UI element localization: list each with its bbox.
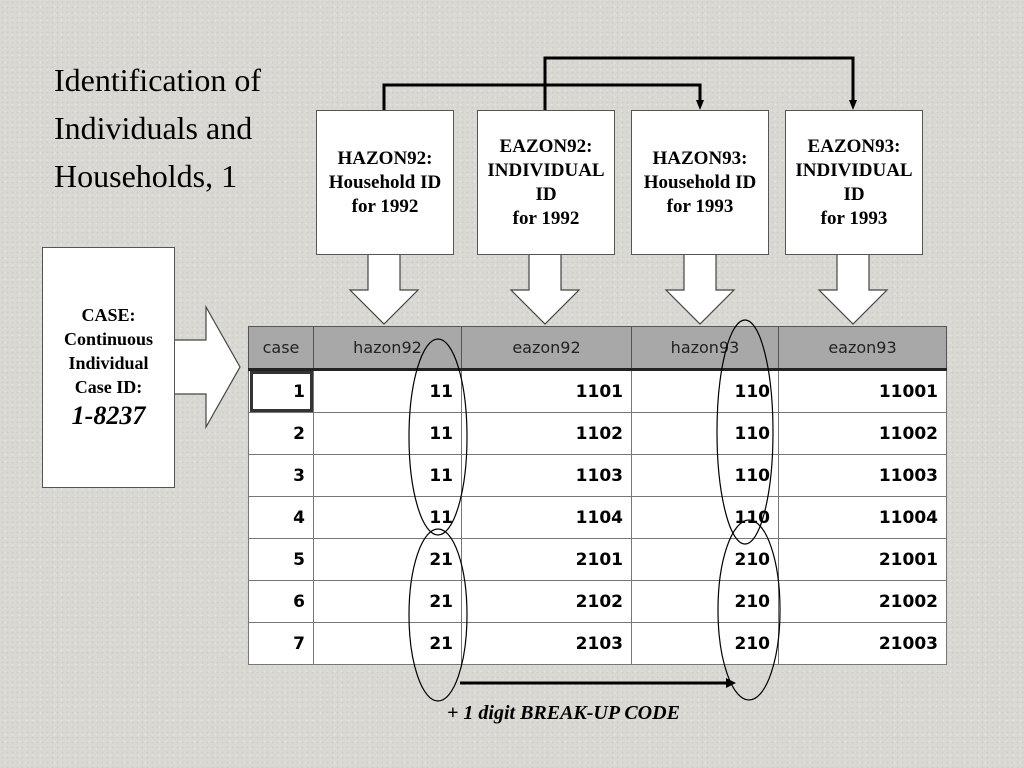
table-cell-hazon93[interactable]: 210 bbox=[632, 581, 779, 623]
table-cell-eazon92[interactable]: 1101 bbox=[462, 370, 632, 413]
table-cell-hazon92[interactable]: 11 bbox=[314, 413, 462, 455]
table-cell-hazon93[interactable]: 110 bbox=[632, 370, 779, 413]
box-line: CASE: bbox=[81, 304, 136, 325]
table-cell-eazon92[interactable]: 1102 bbox=[462, 413, 632, 455]
table-cell-eazon93[interactable]: 11004 bbox=[779, 497, 947, 539]
eazon93-box bbox=[785, 110, 923, 255]
table-cell-case[interactable]: 4 bbox=[249, 497, 314, 539]
box-line: for 1992 bbox=[351, 195, 419, 217]
table-cell-eazon92[interactable]: 2103 bbox=[462, 623, 632, 665]
down-arrow-icon bbox=[666, 253, 734, 324]
column-header-hazon92[interactable]: hazon92 bbox=[314, 327, 462, 370]
table-cell-case[interactable]: 2 bbox=[249, 413, 314, 455]
box-line: for 1993 bbox=[820, 207, 888, 229]
table-row[interactable] bbox=[249, 539, 947, 581]
table-cell-eazon92[interactable]: 1103 bbox=[462, 455, 632, 497]
arrowhead-icon bbox=[696, 100, 704, 110]
box-line: Household ID bbox=[328, 171, 442, 193]
table-cell-hazon93[interactable]: 110 bbox=[632, 413, 779, 455]
right-arrow-icon bbox=[173, 307, 240, 427]
box-line: for 1993 bbox=[666, 195, 734, 217]
box-line: EAZON93: bbox=[807, 135, 901, 157]
title-line: Identification of bbox=[54, 62, 262, 98]
column-header-eazon93[interactable]: eazon93 bbox=[779, 327, 947, 370]
table-row[interactable] bbox=[249, 497, 947, 539]
table-cell-case[interactable]: 5 bbox=[249, 539, 314, 581]
table-cell-hazon92[interactable]: 21 bbox=[314, 623, 462, 665]
hazon92-box bbox=[316, 110, 454, 255]
column-header-hazon93[interactable]: hazon93 bbox=[632, 327, 779, 370]
title-line: Individuals and bbox=[54, 110, 253, 146]
table-cell-case[interactable]: 7 bbox=[249, 623, 314, 665]
break-up-code-note: + 1 digit BREAK-UP CODE bbox=[447, 702, 680, 724]
box-line: HAZON92: bbox=[337, 147, 433, 169]
box-line: HAZON93: bbox=[652, 147, 748, 169]
table-cell-case[interactable]: 1 bbox=[249, 370, 314, 413]
hazon-connector bbox=[384, 85, 700, 110]
case-box bbox=[42, 247, 175, 488]
table-cell-hazon92[interactable]: 21 bbox=[314, 539, 462, 581]
table-cell-hazon92[interactable]: 21 bbox=[314, 581, 462, 623]
title-line: Households, 1 bbox=[54, 158, 238, 194]
table-row[interactable] bbox=[249, 581, 947, 623]
table-cell-case[interactable]: 3 bbox=[249, 455, 314, 497]
table-cell-eazon93[interactable]: 21003 bbox=[779, 623, 947, 665]
column-header-eazon92[interactable]: eazon92 bbox=[462, 327, 632, 370]
table-row[interactable] bbox=[249, 413, 947, 455]
table-cell-hazon93[interactable]: 210 bbox=[632, 623, 779, 665]
hazon93-box bbox=[631, 110, 769, 255]
eazon92-box bbox=[477, 110, 615, 255]
table-cell-hazon92[interactable]: 11 bbox=[314, 497, 462, 539]
table-cell-hazon92[interactable]: 11 bbox=[314, 455, 462, 497]
down-arrow-icon bbox=[350, 253, 418, 324]
table-cell-eazon92[interactable]: 2101 bbox=[462, 539, 632, 581]
table-cell-hazon93[interactable]: 110 bbox=[632, 497, 779, 539]
table-cell-eazon93[interactable]: 11001 bbox=[779, 370, 947, 413]
box-line: Household ID bbox=[643, 171, 757, 193]
box-line: INDIVIDUAL bbox=[487, 159, 605, 181]
table-cell-eazon92[interactable]: 2102 bbox=[462, 581, 632, 623]
box-line: Individual bbox=[68, 352, 149, 373]
table-row[interactable] bbox=[249, 455, 947, 497]
table-cell-eazon93[interactable]: 11002 bbox=[779, 413, 947, 455]
table-row[interactable] bbox=[249, 623, 947, 665]
table-cell-hazon93[interactable]: 210 bbox=[632, 539, 779, 581]
box-line: EAZON92: bbox=[499, 135, 593, 157]
box-line: ID bbox=[535, 183, 557, 205]
down-arrow-icon bbox=[511, 253, 579, 324]
box-line: for 1992 bbox=[512, 207, 580, 229]
box-line: INDIVIDUAL bbox=[795, 159, 913, 181]
table-cell-hazon92[interactable]: 11 bbox=[314, 370, 462, 413]
table-cell-eazon93[interactable]: 21002 bbox=[779, 581, 947, 623]
box-line: ID bbox=[843, 183, 865, 205]
down-arrow-icon bbox=[819, 253, 887, 324]
column-header-case[interactable]: case bbox=[249, 327, 314, 370]
arrowhead-icon bbox=[849, 100, 857, 110]
table-row[interactable] bbox=[249, 370, 947, 413]
table-cell-eazon92[interactable]: 1104 bbox=[462, 497, 632, 539]
data-table bbox=[248, 326, 947, 665]
case-range: 1-8237 bbox=[71, 400, 146, 430]
table-cell-eazon93[interactable]: 11003 bbox=[779, 455, 947, 497]
table-cell-case[interactable]: 6 bbox=[249, 581, 314, 623]
box-line: Case ID: bbox=[74, 376, 143, 397]
table-cell-eazon93[interactable]: 21001 bbox=[779, 539, 947, 581]
table-cell-hazon93[interactable]: 110 bbox=[632, 455, 779, 497]
box-line: Continuous bbox=[63, 328, 154, 349]
